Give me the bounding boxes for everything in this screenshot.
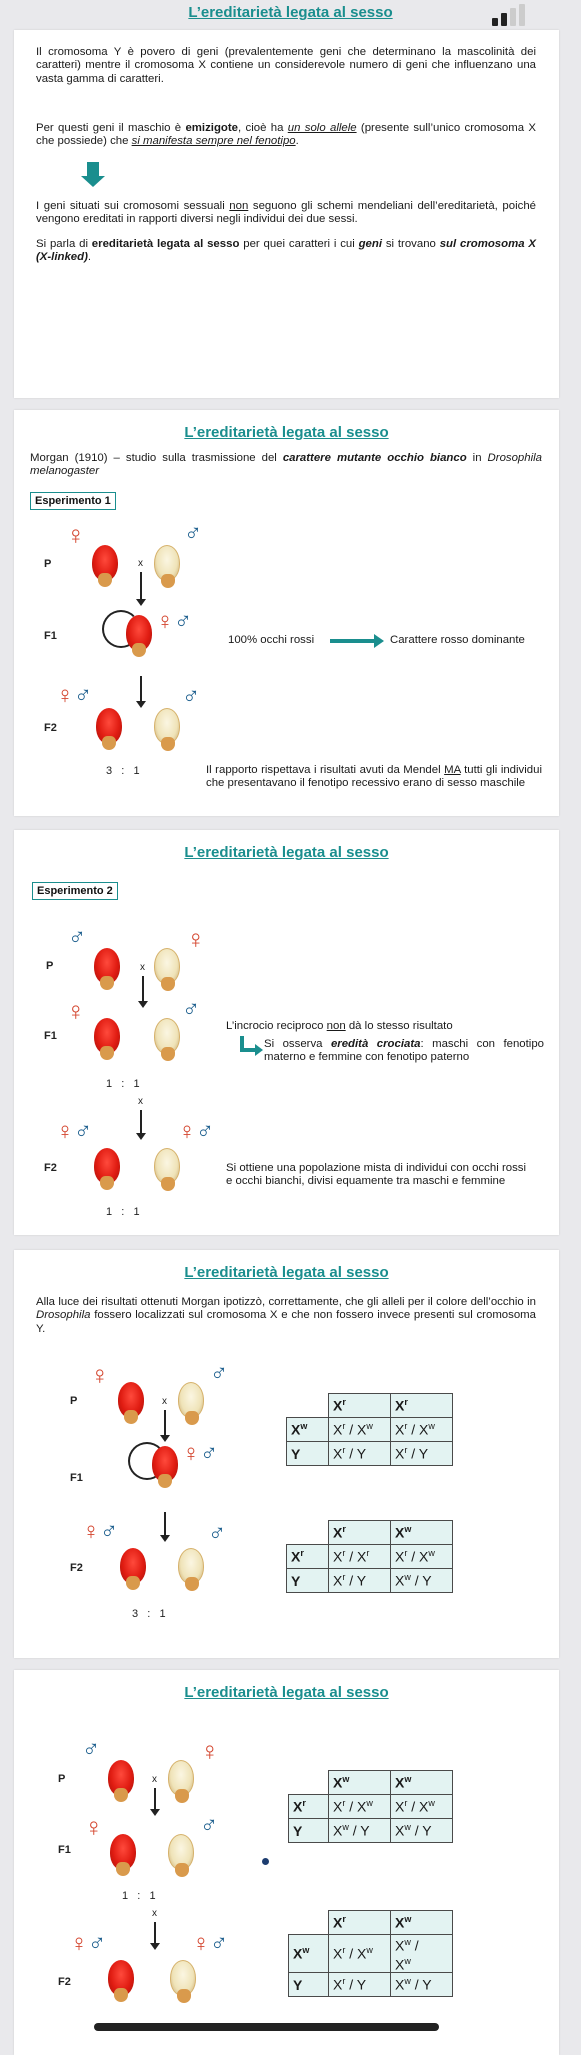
signal-icon <box>492 4 542 26</box>
white-eye-fly-icon <box>178 1382 204 1418</box>
punnett-square-f1: $X^r$ $X^r$ $X^w$ $X^r / X^w$ $X^r / X^w$ Y $X^r$ / Y $X^r$ / Y <box>286 1393 453 1466</box>
cross-symbol: x <box>152 1908 157 1919</box>
red-eye-fly-icon <box>94 948 120 984</box>
slide-5 <box>14 1670 559 2055</box>
red-eye-fly-icon <box>94 1018 120 1054</box>
label-p: P <box>58 1773 66 1785</box>
down-arrow-icon <box>87 162 99 176</box>
slide4-intro: Alla luce dei risultati ottenuti Morgan ipotizzò, correttamente, che gli alleli per il colore dell’occhio in Drosophila fossero localizzati sul cromosoma X e che non fossero invece presenti sul cromosoma Y. <box>36 1296 536 1335</box>
down-arrow-icon <box>154 1788 156 1810</box>
slide4-title: L’ereditarietà legata al sesso <box>184 1264 389 1281</box>
cross-symbol: x <box>152 1774 157 1785</box>
female-male-symbol-icon: ♀♂ <box>56 682 92 709</box>
white-eye-fly-icon <box>168 1760 194 1796</box>
male-symbol-icon: ♂ <box>68 924 86 951</box>
red-eye-fly-icon <box>94 1148 120 1184</box>
slide1-p3: I geni situati sui cromosomi sessuali non seguono gli schemi mendeliani dell’ereditarietà, poiché vengono ereditati in rapporti diversi negli individui dei due sessi. <box>36 200 536 226</box>
red-eye-fly-icon <box>108 1960 134 1996</box>
ratio: 3 : 1 <box>132 1608 166 1620</box>
ratio: 1 : 1 <box>122 1890 156 1902</box>
white-eye-fly-icon <box>154 1148 180 1184</box>
white-eye-fly-icon <box>154 708 180 744</box>
female-male-symbol-icon: ♀♂ <box>70 1930 106 1957</box>
female-male-symbol-icon: ♀♂ <box>82 1518 118 1545</box>
label-p: P <box>46 960 54 972</box>
top-title: L’ereditarietà legata al sesso <box>188 4 393 21</box>
slide2-note: Il rapporto rispettava i risultati avuti da Mendel MA tutti gli individui che presentavano il fenotipo recessivo erano di sesso maschile <box>206 764 542 790</box>
punnett-square-f1: $X^w$ $X^w$ $X^r$ $X^r / X^w$ $X^r / X^w$ Y $X^w$ / Y $X^w$ / Y <box>288 1770 453 1843</box>
down-arrow-icon <box>140 1110 142 1134</box>
label-p: P <box>44 558 52 570</box>
slide2-title: L’ereditarietà legata al sesso <box>184 424 389 441</box>
ratio-f1: 1 : 1 <box>106 1078 140 1090</box>
down-arrow-icon <box>140 572 142 600</box>
label-p: P <box>70 1395 78 1407</box>
experiment-2-box: Esperimento 2 <box>32 882 118 900</box>
slide3-note1: L’incrocio reciproco non dà lo stesso risultato <box>226 1020 453 1032</box>
label-f2: F2 <box>70 1562 83 1574</box>
slide-1 <box>14 30 559 398</box>
slide-3 <box>14 830 559 1235</box>
red-eye-fly-icon <box>120 1548 146 1584</box>
female-symbol-icon: ♀ <box>84 1812 104 1842</box>
down-arrow-icon <box>164 1512 166 1536</box>
pointer-dot-icon <box>262 1858 269 1865</box>
home-indicator[interactable] <box>94 2023 439 2031</box>
elbow-arrow-icon <box>240 1048 256 1052</box>
slide3-note3: Si ottiene una popolazione mista di individui con occhi rossi e occhi bianchi, divisi equamente tra maschi e femmine <box>226 1162 526 1188</box>
punnett-square-f2: $X^r$ $X^w$ $X^w$ $X^r / X^w$ $X^w$ / $X^w$ Y $X^r$ / Y $X^w$ / Y <box>288 1910 453 1997</box>
cross-symbol: x <box>138 558 143 569</box>
cross-symbol: x <box>162 1396 167 1407</box>
label-f2: F2 <box>58 1976 71 1988</box>
down-arrow-icon <box>140 676 142 702</box>
down-arrow-icon <box>164 1410 166 1436</box>
red-eye-fly-icon <box>126 615 152 651</box>
red-eye-fly-icon <box>92 545 118 581</box>
male-symbol-icon: ♂ <box>82 1736 100 1763</box>
slide-4 <box>14 1250 559 1658</box>
red-eye-fly-icon <box>110 1834 136 1870</box>
slide1-p1: Il cromosoma Y è povero di geni (prevalentemente geni che determinano la mascolinità dei caratteri) mentre il cromosoma X contiene un considerevole numero di geni che influenzano una vasta gamma di caratteri. <box>36 46 536 85</box>
red-eye-fly-icon <box>108 1760 134 1796</box>
female-symbol-icon: ♀ <box>186 924 206 954</box>
white-eye-fly-icon <box>178 1548 204 1584</box>
white-eye-fly-icon <box>154 1018 180 1054</box>
female-male-symbol-icon: ♀♂ <box>178 1118 214 1145</box>
slide1-p4: Si parla di ereditarietà legata al sesso per quei caratteri i cui geni si trovano sul cromosoma X (X-linked). <box>36 238 536 264</box>
female-male-symbol-icon: ♀♂ <box>182 1440 218 1467</box>
female-symbol-icon: ♀ <box>66 996 86 1026</box>
slide2-intro: Morgan (1910) – studio sulla trasmissione del carattere mutante occhio bianco in Drosophila melanogaster <box>30 452 542 478</box>
ratio: 3 : 1 <box>106 765 140 777</box>
result-text: Carattere rosso dominante <box>390 634 525 646</box>
male-symbol-icon: ♂ <box>182 683 200 710</box>
female-male-symbol-icon: ♀♂ <box>192 1930 228 1957</box>
ratio-f2: 1 : 1 <box>106 1206 140 1218</box>
white-eye-fly-icon <box>154 545 180 581</box>
label-f2: F2 <box>44 722 57 734</box>
male-symbol-icon: ♂ <box>208 1520 226 1547</box>
white-eye-fly-icon <box>168 1834 194 1870</box>
slide5-title: L’ereditarietà legata al sesso <box>184 1684 389 1701</box>
female-male-symbol-icon: ♀♂ <box>156 608 192 635</box>
label-f1: F1 <box>70 1472 83 1484</box>
white-eye-fly-icon <box>170 1960 196 1996</box>
right-arrow-icon <box>330 639 376 643</box>
female-male-symbol-icon: ♀♂ <box>56 1118 92 1145</box>
experiment-1-box: Esperimento 1 <box>30 492 116 510</box>
red-eye-fly-icon <box>152 1446 178 1482</box>
white-eye-fly-icon <box>154 948 180 984</box>
cross-symbol: x <box>140 962 145 973</box>
label-f1: F1 <box>44 1030 57 1042</box>
label-f1: F1 <box>58 1844 71 1856</box>
slide1-p2: Per questi geni il maschio è emizigote, cioè ha un solo allele (presente sull’unico cromosoma X che possiede) che si manifesta sempre nel fenotipo. <box>36 122 536 148</box>
red-eye-fly-icon <box>96 708 122 744</box>
cross-symbol: x <box>138 1096 143 1107</box>
label-f2: F2 <box>44 1162 57 1174</box>
down-arrow-icon <box>154 1922 156 1944</box>
percent-red-eyes: 100% occhi rossi <box>228 634 315 646</box>
punnett-square-f2: $X^r$ $X^w$ $X^r$ $X^r / X^r$ $X^r / X^w$ Y $X^r$ / Y $X^w$ / Y <box>286 1520 453 1593</box>
female-symbol-icon: ♀ <box>200 1736 220 1766</box>
female-symbol-icon: ♀ <box>90 1360 110 1390</box>
male-symbol-icon: ♂ <box>182 996 200 1023</box>
slide3-note2: Si osserva eredità crociata: maschi con fenotipo materno e femmine con fenotipo paterno <box>264 1038 545 1064</box>
female-symbol-icon: ♀ <box>66 520 86 550</box>
slide3-title: L’ereditarietà legata al sesso <box>184 844 389 861</box>
male-symbol-icon: ♂ <box>210 1360 228 1387</box>
male-symbol-icon: ♂ <box>184 520 202 547</box>
slide-2 <box>14 410 559 816</box>
down-arrow-icon <box>142 976 144 1002</box>
male-symbol-icon: ♂ <box>200 1812 218 1839</box>
red-eye-fly-icon <box>118 1382 144 1418</box>
label-f1: F1 <box>44 630 57 642</box>
